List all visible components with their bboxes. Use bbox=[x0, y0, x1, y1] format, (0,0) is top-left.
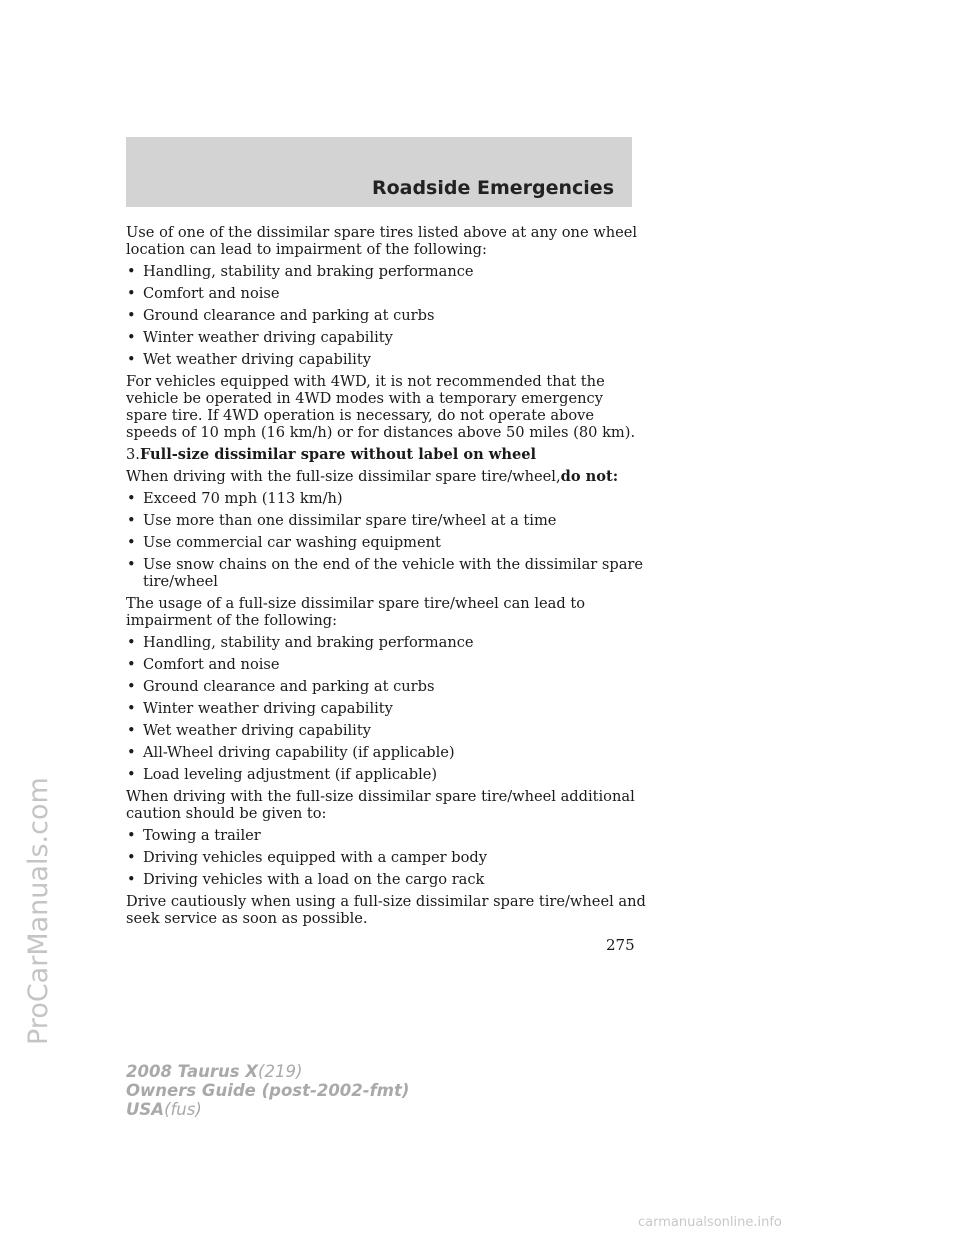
bullet-icon: • bbox=[127, 849, 136, 866]
list-item-text: Ground clearance and parking at curbs bbox=[143, 678, 435, 695]
list-item bbox=[126, 871, 646, 888]
list-item-text: Comfort and noise bbox=[143, 285, 280, 302]
bullet-icon: • bbox=[127, 656, 136, 673]
page-number: 275 bbox=[606, 936, 635, 954]
bullet-icon: • bbox=[127, 634, 136, 651]
bullet-icon: • bbox=[127, 556, 136, 573]
list-item bbox=[126, 263, 646, 280]
bullet-list bbox=[126, 827, 646, 888]
document-footer bbox=[126, 1062, 409, 1119]
section-header-band bbox=[126, 137, 632, 207]
item-number: 3. bbox=[126, 446, 140, 463]
paragraph: When driving with the full-size dissimilar spare tire/wheel additional caution should be given to: bbox=[126, 788, 635, 822]
list-item bbox=[126, 766, 646, 783]
list-item bbox=[126, 678, 646, 695]
bullet-icon: • bbox=[127, 351, 136, 368]
bullet-icon: • bbox=[127, 766, 136, 783]
list-item-text: Handling, stability and braking performance bbox=[143, 634, 474, 651]
paragraph: Drive cautiously when using a full-size dissimilar spare tire/wheel and seek service as soon as possible. bbox=[126, 893, 646, 927]
list-item-text: Use commercial car washing equipment bbox=[143, 534, 441, 551]
emphasis-text: do not: bbox=[560, 468, 619, 485]
list-item-text: Handling, stability and braking performance bbox=[143, 263, 474, 280]
footer-line bbox=[126, 1100, 409, 1119]
list-item-text: Use snow chains on the end of the vehicle with the dissimilar spare tire/wheel bbox=[143, 556, 644, 590]
watermark-text: ProCarManuals.com bbox=[23, 777, 54, 1045]
page-body bbox=[126, 224, 646, 932]
footer-market-code: (fus) bbox=[164, 1100, 202, 1119]
bullet-list bbox=[126, 263, 646, 368]
list-item bbox=[126, 512, 646, 529]
bullet-icon: • bbox=[127, 534, 136, 551]
paragraph: Use of one of the dissimilar spare tires listed above at any one wheel location can lead to impairment of the following: bbox=[126, 224, 638, 258]
list-item bbox=[126, 656, 646, 673]
bullet-icon: • bbox=[127, 827, 136, 844]
list-item bbox=[126, 534, 646, 551]
bullet-icon: • bbox=[127, 285, 136, 302]
list-item-text: Winter weather driving capability bbox=[143, 329, 393, 346]
list-item bbox=[126, 722, 646, 739]
list-item-text: Ground clearance and parking at curbs bbox=[143, 307, 435, 324]
list-item bbox=[126, 329, 646, 346]
site-footer-link[interactable]: carmanualsonline.info bbox=[638, 1215, 782, 1230]
list-item-text: Exceed 70 mph (113 km/h) bbox=[143, 490, 343, 507]
list-item bbox=[126, 744, 646, 761]
list-item-text: Wet weather driving capability bbox=[143, 351, 371, 368]
paragraph-text: When driving with the full-size dissimilar spare tire/wheel, bbox=[126, 468, 561, 485]
list-item-text: Winter weather driving capability bbox=[143, 700, 393, 717]
footer-line: Owners Guide (post-2002-fmt) bbox=[126, 1081, 410, 1100]
footer-market: USA bbox=[126, 1100, 165, 1119]
list-item bbox=[126, 849, 646, 866]
paragraph: The usage of a full-size dissimilar spare tire/wheel can lead to impairment of the following: bbox=[126, 595, 585, 629]
bullet-icon: • bbox=[127, 490, 136, 507]
list-item-text: Wet weather driving capability bbox=[143, 722, 371, 739]
list-item bbox=[126, 490, 646, 507]
list-item-text: Driving vehicles with a load on the cargo rack bbox=[143, 871, 485, 888]
list-item bbox=[126, 351, 646, 368]
bullet-icon: • bbox=[127, 678, 136, 695]
item-title: Full-size dissimilar spare without label on wheel bbox=[139, 446, 537, 463]
list-item-text: Comfort and noise bbox=[143, 656, 280, 673]
bullet-list bbox=[126, 490, 646, 590]
list-item-text: Driving vehicles equipped with a camper body bbox=[143, 849, 487, 866]
bullet-icon: • bbox=[127, 263, 136, 280]
footer-code: (219) bbox=[258, 1062, 303, 1081]
bullet-icon: • bbox=[127, 329, 136, 346]
bullet-icon: • bbox=[127, 307, 136, 324]
list-item-text: Use more than one dissimilar spare tire/wheel at a time bbox=[143, 512, 557, 529]
list-item bbox=[126, 700, 646, 717]
bullet-icon: • bbox=[127, 871, 136, 888]
footer-line bbox=[126, 1062, 409, 1081]
list-item bbox=[126, 556, 646, 590]
bullet-list bbox=[126, 634, 646, 783]
list-item-text: Towing a trailer bbox=[143, 827, 261, 844]
bullet-icon: • bbox=[127, 722, 136, 739]
bullet-icon: • bbox=[127, 700, 136, 717]
list-item bbox=[126, 634, 646, 651]
list-item bbox=[126, 827, 646, 844]
footer-model: 2008 Taurus X bbox=[126, 1062, 259, 1081]
list-item bbox=[126, 285, 646, 302]
list-item bbox=[126, 307, 646, 324]
list-item-text: All-Wheel driving capability (if applicable) bbox=[143, 744, 455, 761]
paragraph bbox=[126, 468, 646, 485]
section-title: Roadside Emergencies bbox=[371, 177, 614, 199]
bullet-icon: • bbox=[127, 512, 136, 529]
bullet-icon: • bbox=[127, 744, 136, 761]
numbered-item-heading bbox=[126, 446, 646, 463]
paragraph: For vehicles equipped with 4WD, it is not recommended that the vehicle be operated in 4WD modes with a temporary emergency spare tire. If 4WD operation is necessary, do not operate above speeds of 10 mph (16 km/h) or for distances above 50 miles (80 km). bbox=[126, 373, 636, 441]
list-item-text: Load leveling adjustment (if applicable) bbox=[143, 766, 438, 783]
